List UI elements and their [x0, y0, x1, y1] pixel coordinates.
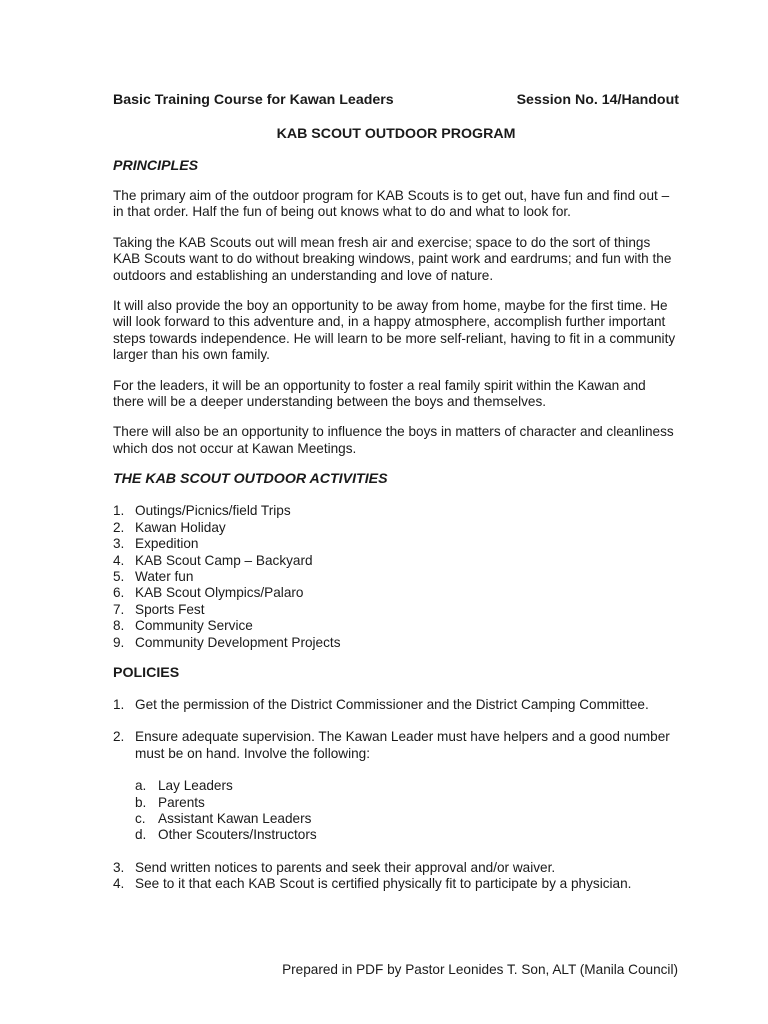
footer-credit: Prepared in PDF by Pastor Leonides T. Son, ALT (Manila Council) — [282, 962, 678, 977]
policies-list — [113, 697, 679, 893]
principles-paragraph-4: For the leaders, it will be an opportunity to foster a real family spirit within the Kawan and there will be a deeper understanding between the boys and themselves. — [113, 377, 646, 410]
sub-list-letter: a. — [135, 778, 147, 794]
list-item — [113, 520, 679, 536]
sub-list-letter: d. — [135, 827, 147, 843]
list-number: 9. — [113, 634, 125, 650]
list-text: Get the permission of the District Commissioner and the District Camping Committee. — [135, 696, 649, 712]
list-item — [113, 618, 679, 634]
activities-heading: THE KAB SCOUT OUTDOOR ACTIVITIES — [113, 471, 388, 488]
list-item — [113, 602, 679, 618]
list-number: 2. — [113, 519, 125, 535]
list-text: Send written notices to parents and seek their approval and/or waiver. — [135, 859, 556, 875]
list-text: Outings/Picnics/field Trips — [135, 503, 291, 519]
sub-list-text: Parents — [158, 794, 205, 810]
list-item — [113, 876, 679, 892]
sub-list-text: Assistant Kawan Leaders — [158, 810, 312, 826]
document-header — [113, 92, 679, 110]
sub-list-item — [135, 827, 679, 843]
sub-list-letter: b. — [135, 794, 147, 810]
principles-paragraph-3: It will also provide the boy an opportunity to be away from home, maybe for the first time. He will look forward to this adventure and, in a happy atmosphere, accomplish further important steps towards independence. He will learn to be more self-reliant, having to fit in a community larger than his own family. — [113, 298, 676, 363]
sub-list-letter: c. — [135, 810, 146, 826]
list-number: 8. — [113, 618, 125, 634]
list-item — [113, 697, 679, 713]
list-item — [113, 569, 679, 585]
list-item — [113, 860, 679, 876]
principles-paragraph-2: Taking the KAB Scouts out will mean fresh air and exercise; space to do the sort of things KAB Scouts want to do without breaking windows, paint work and eardrums; and fun with the outdoors and establishing an understanding and love of nature. — [113, 234, 672, 283]
list-text: Sports Fest — [135, 601, 205, 617]
course-title: Basic Training Course for Kawan Leaders — [113, 92, 394, 108]
list-text: See to it that each KAB Scout is certified physically fit to participate by a physician. — [135, 876, 632, 892]
list-item — [113, 553, 679, 569]
list-number: 5. — [113, 568, 125, 584]
list-item — [113, 635, 679, 651]
list-number: 2. — [113, 729, 125, 745]
list-text: Water fun — [135, 568, 194, 584]
list-number: 3. — [113, 859, 125, 875]
sub-list-text: Lay Leaders — [158, 778, 233, 794]
list-number: 1. — [113, 696, 125, 712]
list-number: 4. — [113, 876, 125, 892]
list-number: 1. — [113, 503, 125, 519]
list-text: Expedition — [135, 536, 199, 552]
list-item — [113, 729, 679, 843]
document-title: KAB SCOUT OUTDOOR PROGRAM — [276, 126, 516, 142]
list-number: 4. — [113, 552, 125, 568]
sub-list-item — [135, 811, 679, 827]
list-item — [113, 536, 679, 552]
activities-list — [113, 503, 679, 651]
principles-paragraph-1: The primary aim of the outdoor program for KAB Scouts is to get out, have fun and find out – in that order. Half the fun of being out knows what to do and what to look for. — [113, 188, 670, 220]
list-item — [113, 585, 679, 601]
principles-paragraph-5: There will also be an opportunity to influence the boys in matters of character and cleanliness which dos not occur at Kawan Meetings. — [113, 424, 674, 456]
list-text: KAB Scout Camp – Backyard — [135, 552, 313, 568]
list-number: 7. — [113, 601, 125, 617]
list-text: Kawan Holiday — [135, 519, 226, 535]
list-text: Ensure adequate supervision. The Kawan Leader must have helpers and a good number must be on hand. Involve the following: — [135, 729, 670, 761]
session-label: Session No. 14/Handout — [516, 92, 679, 108]
sub-list-item — [135, 795, 679, 811]
sub-list-text: Other Scouters/Instructors — [158, 827, 317, 843]
sub-list-item — [135, 778, 679, 794]
principles-heading: PRINCIPLES — [113, 158, 199, 174]
list-item — [113, 503, 679, 519]
list-text: Community Development Projects — [135, 634, 341, 650]
document-page — [113, 92, 679, 893]
list-text: KAB Scout Olympics/Palaro — [135, 585, 304, 601]
list-text: Community Service — [135, 618, 253, 634]
list-number: 3. — [113, 536, 125, 552]
list-number: 6. — [113, 585, 125, 601]
policies-heading: POLICIES — [113, 664, 180, 681]
supervision-sublist — [135, 778, 679, 844]
